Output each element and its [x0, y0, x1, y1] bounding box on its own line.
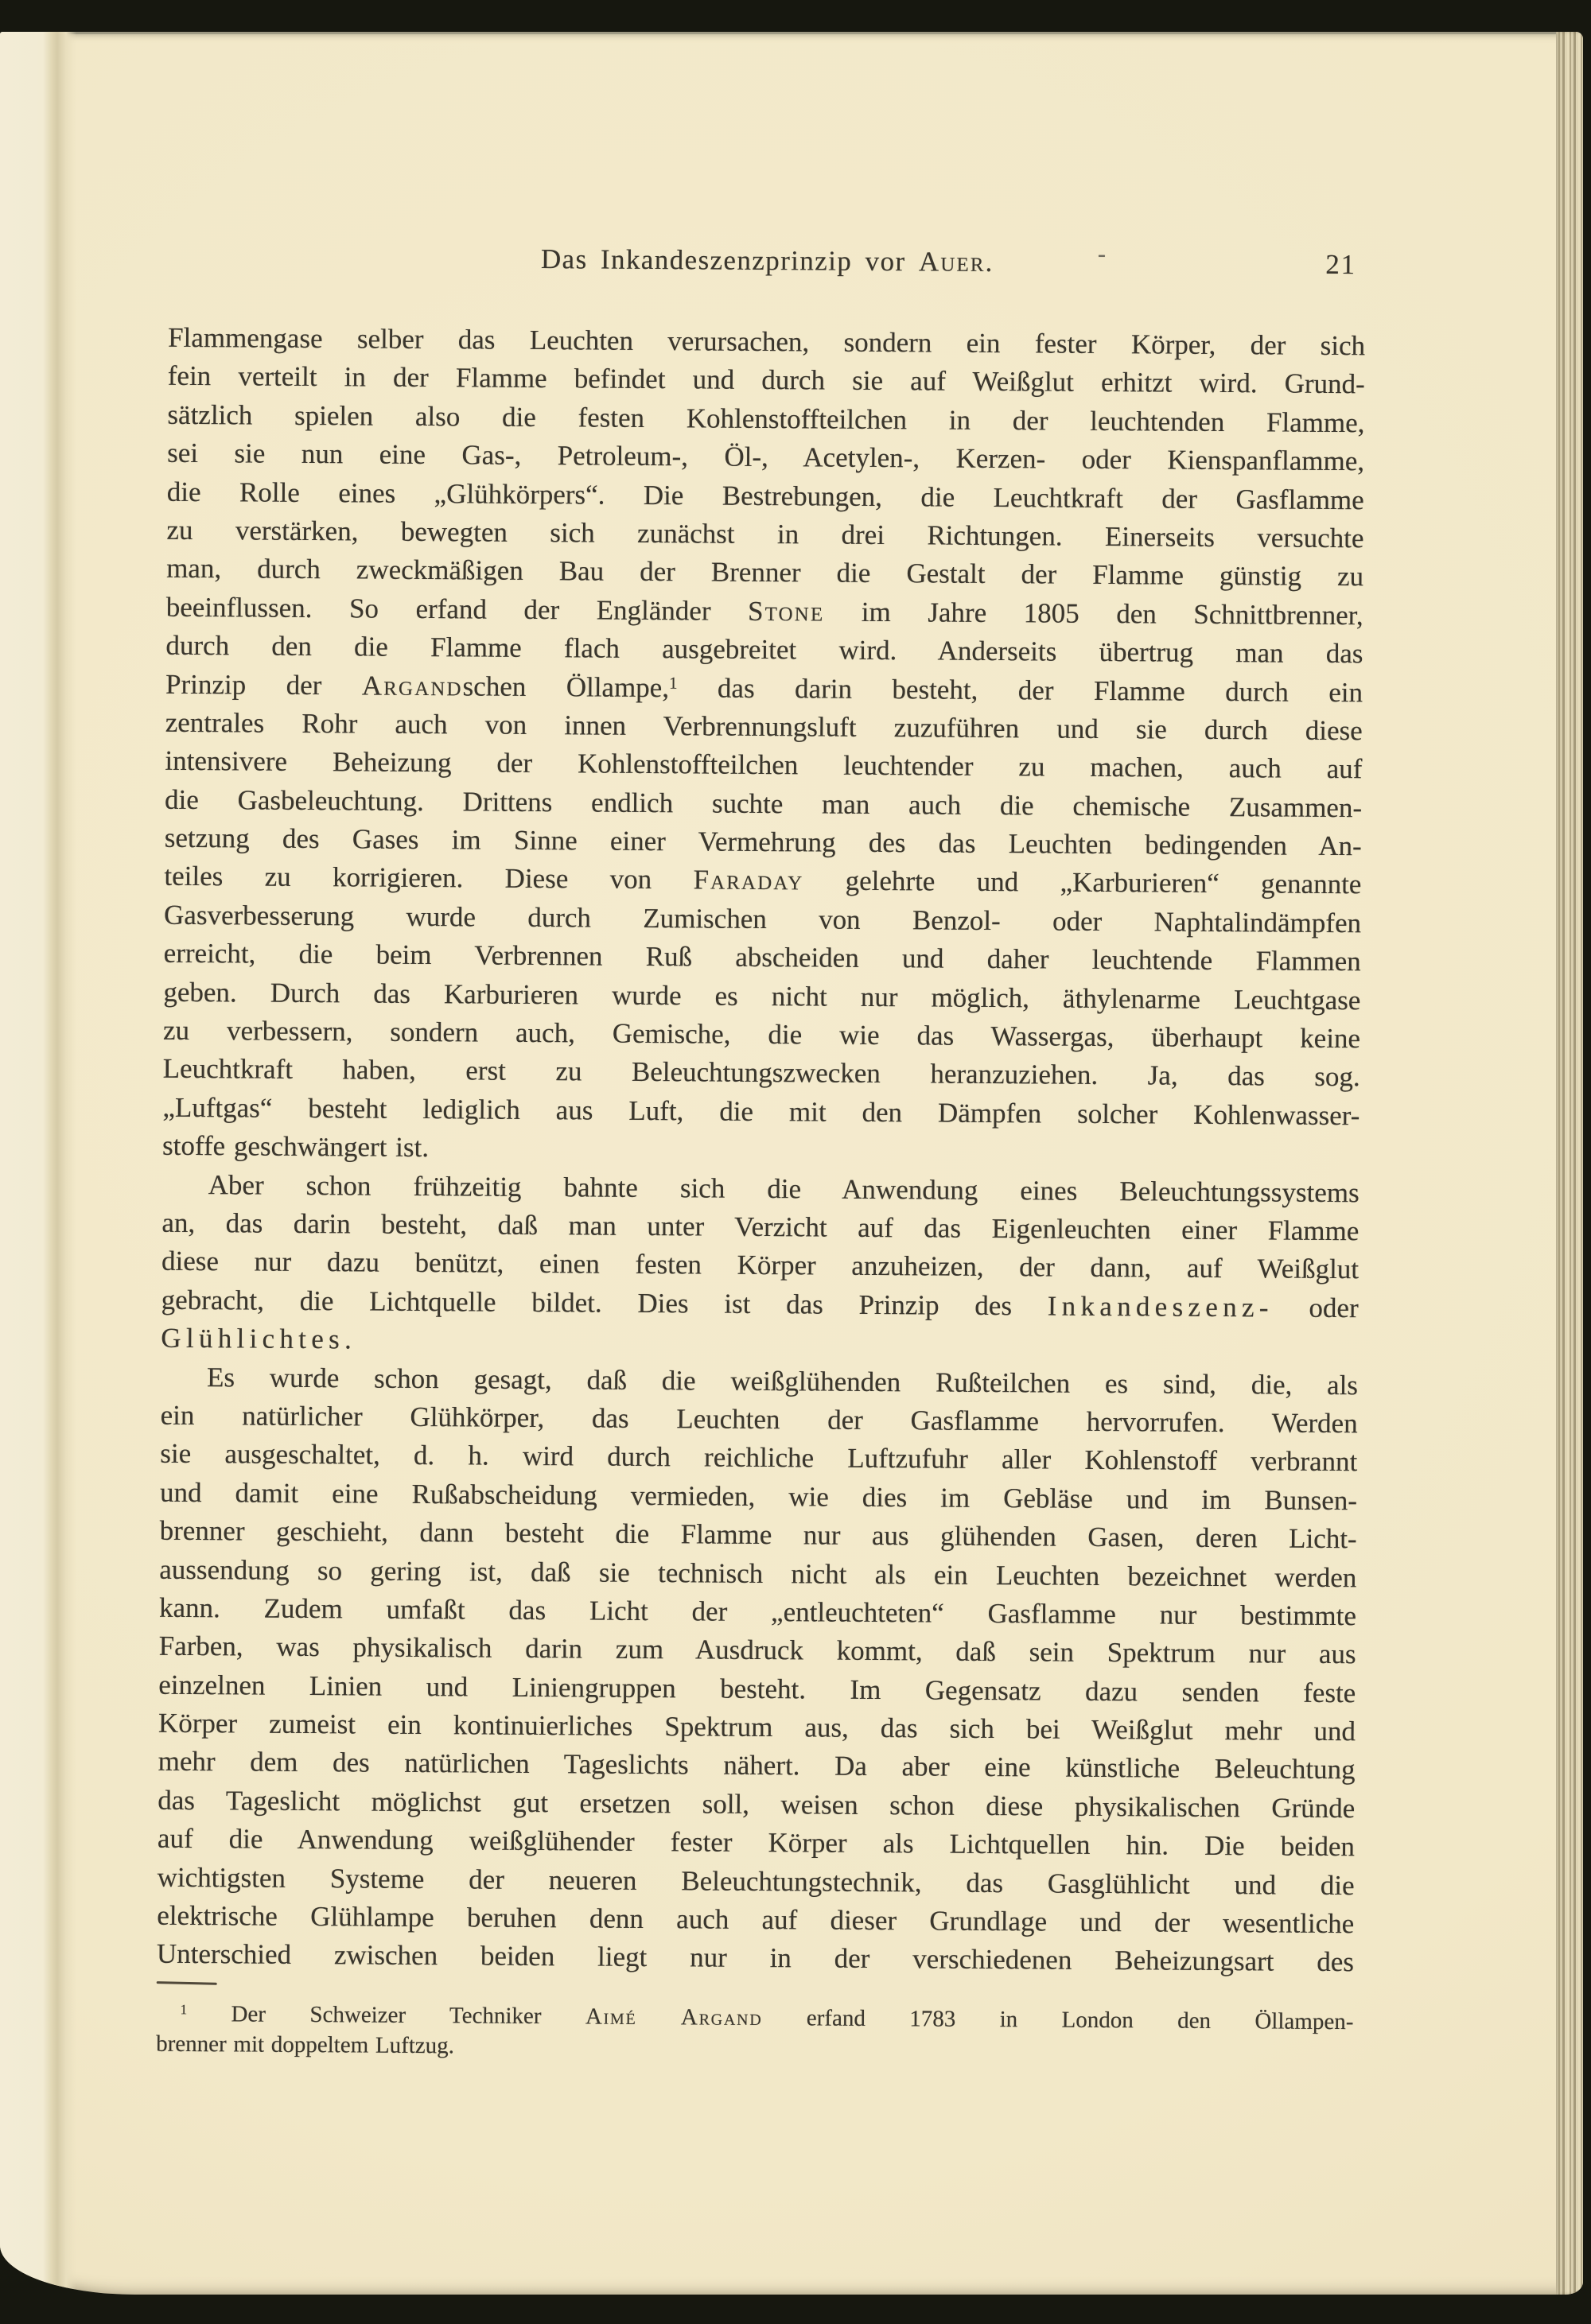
text-run: Flammengase selber das Leuchten verursachen, sondern ein fester Körper, der sich [168, 321, 1366, 362]
text-run: beeinflussen. So erfand der Engländer [165, 591, 749, 627]
text-run: fein verteilt in der Flamme befindet und durch sie auf Weißglut erhitzt wird. Grund- [167, 360, 1365, 400]
text-run: das Tageslicht möglichst gut ersetzen soll, weisen schon diese physikalischen Gründe [158, 1784, 1356, 1825]
text-run: stoffe geschwängert ist. [161, 1129, 430, 1164]
text-line [157, 1935, 1354, 1982]
text-run: elektrische Glühlampe beruhen denn auch auf dieser Grundlage und der wesentliche [157, 1899, 1355, 1940]
text-run: sei sie nun eine Gas-, Petroleum-, Öl-, Acetylen-, Kerzen- oder Kienspanflamme, [167, 437, 1365, 477]
text-run: brenner mit doppeltem Luftzug. [156, 2031, 455, 2059]
text-run: geben. Durch das Karburieren wurde es nicht nur möglich, äthylenarme Leuchtgase [163, 976, 1361, 1016]
text-run: teiles zu korrigieren. Diese von [164, 861, 694, 896]
book-gutter-shadow [0, 32, 76, 2295]
paper-page [0, 32, 1583, 2295]
text-run: aussendung so gering ist, daß sie technisch nicht als ein Leuchten bezeichnet werden [159, 1553, 1357, 1593]
text-run: einzelnen Linien und Liniengruppen besteht. Im Gegensatz dazu senden feste [158, 1669, 1356, 1708]
text-run: erfand 1783 in London den Öllampen- [762, 2004, 1354, 2035]
smallcaps-name: Aimé Argand [585, 2003, 763, 2031]
letterspaced-emphasis: Inkandeszenz- [1047, 1290, 1274, 1323]
letterspaced-emphasis: Glühlichtes. [161, 1322, 357, 1355]
text-run: erreicht, die beim Verbrennen Ruß abscheiden und daher leuchtende Flammen [163, 937, 1361, 977]
smallcaps-name: Stone [747, 595, 825, 628]
text-run: kann. Zudem umfaßt das Licht der „entleuchteten“ Gasflamme nur bestimmte [158, 1591, 1357, 1632]
text-run: Leuchtkraft haben, erst zu Beleuchtungszwecken heranzuziehen. Ja, das sog. [162, 1053, 1360, 1093]
smallcaps-name: Auer [918, 246, 986, 278]
text-run: die Rolle eines „Glühkörpers“. Die Bestrebungen, die Leuchtkraft der Gasflamme [166, 476, 1364, 515]
running-header-title [169, 241, 1366, 282]
text-run: Prinzip der [165, 668, 362, 701]
text-run: ein natürlicher Glühkörper, das Leuchten der Gasflamme hervorrufen. Werden [160, 1399, 1358, 1440]
footnote-reference-mark: 1 [180, 2001, 188, 2018]
text-run: Körper zumeist ein kontinuierliches Spektrum aus, das sich bei Weißglut mehr und [158, 1707, 1356, 1747]
text-run: intensivere Beheizung der Kohlenstoffteilchen leuchtender zu machen, auch auf [165, 745, 1363, 785]
text-run: Aber schon frühzeitig bahnte sich die Anwendung eines Beleuchtungssystems [208, 1168, 1360, 1208]
page-edge-stack [1556, 32, 1583, 2295]
header-separator-mark: - [1097, 240, 1107, 267]
smallcaps-name: Faraday [693, 864, 804, 896]
text-run: durch den die Flamme flach ausgebreitet wird. Anderseits übertrug man das [165, 629, 1363, 670]
text-run: Unterschied zwischen beiden liegt nur in der verschiedenen Beheizungsart des [156, 1938, 1355, 1978]
text-run: schen Öllampe, [462, 670, 670, 703]
running-header [169, 241, 1366, 283]
text-run: zu verstärken, bewegten sich zunächst in drei Richtungen. Einerseits versuchte [166, 514, 1364, 554]
text-run: Der Schweizer Techniker [187, 2000, 586, 2030]
text-run: und damit eine Rußabscheidung vermieden, wie dies im Gebläse und im Bunsen- [159, 1476, 1358, 1516]
smallcaps-name: Argand [361, 669, 463, 701]
text-run: sie ausgeschaltet, d. h. wird durch reichliche Luftzufuhr aller Kohlenstoff verbrannt [160, 1438, 1358, 1478]
footnote-rule [157, 1981, 217, 1985]
text-run: an, das darin besteht, daß man unter Verzicht auf das Eigenleuchten einer Flamme [161, 1207, 1360, 1247]
text-run: zu verbessern, sondern auch, Gemische, die wie das Wassergas, überhaupt keine [162, 1014, 1361, 1055]
text-run: mehr dem des natürlichen Tageslichts nähert. Da aber eine künstliche Beleuchtung [158, 1746, 1356, 1786]
page-number: 21 [1325, 248, 1356, 281]
text-run: sätzlich spielen also die festen Kohlenstoffteilchen in der leuchtenden Flamme, [167, 398, 1365, 439]
text-run: . [985, 246, 994, 278]
text-run: die Gasbeleuchtung. Drittens endlich suchte man auch die chemische Zusammen- [164, 783, 1363, 823]
text-run: auf die Anwendung weißglühender fester Körper als Lichtquellen hin. Die beiden [157, 1822, 1356, 1863]
text-run: setzung des Gases im Sinne einer Vermehrung des das Leuchten bedingenden An- [164, 822, 1362, 862]
footnote-reference-mark: 1 [669, 673, 678, 693]
text-run: diese nur dazu benützt, einen festen Körper anzuheizen, der dann, auf Weißglut [161, 1246, 1360, 1285]
text-run: das darin besteht, der Flamme durch ein [677, 671, 1363, 708]
text-run: man, durch zweckmäßigen Bau der Brenner die Gestalt der Flamme günstig zu [166, 553, 1364, 593]
footnote-text [156, 1999, 1353, 2068]
text-run: gelehrte und „Karburieren“ genannte [803, 865, 1362, 900]
page-top-edge [0, 32, 1583, 34]
text-run: zentrales Rohr auch von innen Verbrennungsluft zuzuführen und sie durch diese [165, 706, 1363, 747]
text-run: oder [1273, 1292, 1359, 1324]
text-run: Farben, was physikalisch darin zum Ausdruck kommt, daß sein Spektrum nur aus [158, 1630, 1356, 1670]
text-run: Das Inkandeszenzprinzip vor [540, 243, 920, 278]
text-run: wichtigsten Systeme der neueren Beleuchtungstechnik, das Gasglühlicht und die [157, 1861, 1355, 1901]
text-run: Gasverbesserung wurde durch Zumischen von Benzol- oder Naphtalindämpfen [163, 899, 1362, 939]
text-run: im Jahre 1805 den Schnittbrenner, [824, 596, 1363, 631]
text-body [157, 319, 1365, 1982]
text-run: gebracht, die Lichtquelle bildet. Dies ist das Prinzip des [161, 1284, 1048, 1322]
page-content [156, 241, 1366, 2067]
text-run: brenner geschieht, dann besteht die Flamme nur aus glühenden Gasen, deren Licht- [159, 1514, 1357, 1555]
text-run: „Luftgas“ besteht lediglich aus Luft, die mit den Dämpfen solcher Kohlenwasser- [162, 1091, 1360, 1132]
text-run: Es wurde schon gesagt, daß die weißglühenden Rußteilchen es sind, die, als [206, 1361, 1359, 1401]
